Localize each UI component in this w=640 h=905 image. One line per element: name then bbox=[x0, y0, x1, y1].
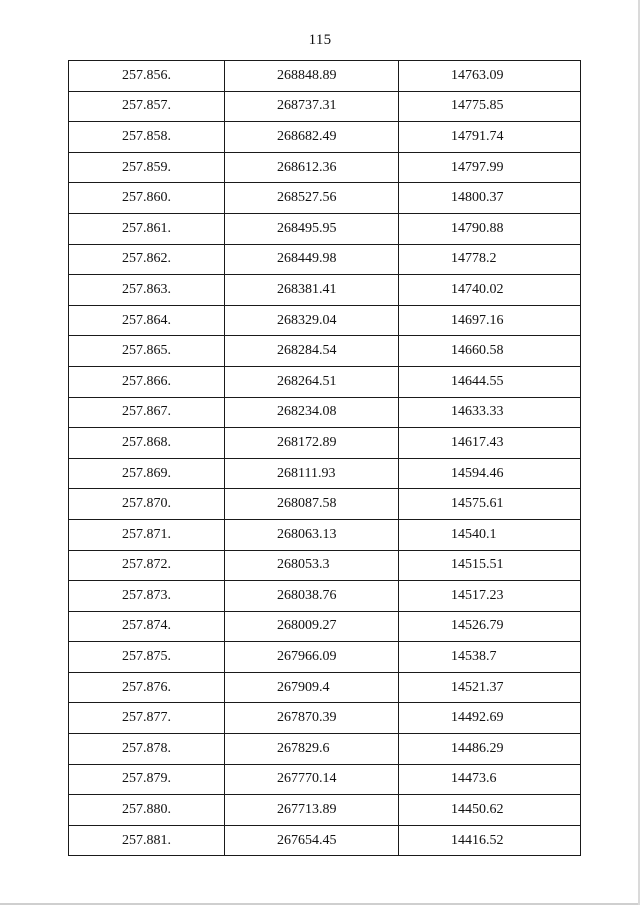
page-number: 115 bbox=[308, 32, 332, 48]
point-id-cell: 257.860. bbox=[69, 183, 225, 214]
point-id-cell: 257.856. bbox=[69, 61, 225, 92]
coordinate-table-body bbox=[69, 61, 581, 856]
x-coordinate-cell: 267654.45 bbox=[225, 825, 399, 856]
point-id-cell: 257.873. bbox=[69, 581, 225, 612]
x-coordinate-cell: 268612.36 bbox=[225, 152, 399, 183]
table-row bbox=[69, 550, 581, 581]
table-row bbox=[69, 183, 581, 214]
x-coordinate-cell: 267966.09 bbox=[225, 642, 399, 673]
x-coordinate-cell: 268053.3 bbox=[225, 550, 399, 581]
point-id-cell: 257.881. bbox=[69, 825, 225, 856]
y-coordinate-cell: 14660.58 bbox=[399, 336, 581, 367]
point-id-cell: 257.871. bbox=[69, 519, 225, 550]
y-coordinate-cell: 14790.88 bbox=[399, 213, 581, 244]
x-coordinate-cell: 268527.56 bbox=[225, 183, 399, 214]
point-id-cell: 257.869. bbox=[69, 458, 225, 489]
table-row bbox=[69, 795, 581, 826]
table-row bbox=[69, 305, 581, 336]
point-id-cell: 257.877. bbox=[69, 703, 225, 734]
y-coordinate-cell: 14594.46 bbox=[399, 458, 581, 489]
table-row bbox=[69, 703, 581, 734]
table-row bbox=[69, 611, 581, 642]
x-coordinate-cell: 267870.39 bbox=[225, 703, 399, 734]
x-coordinate-cell: 268495.95 bbox=[225, 213, 399, 244]
table-row bbox=[69, 366, 581, 397]
x-coordinate-cell: 268284.54 bbox=[225, 336, 399, 367]
y-coordinate-cell: 14617.43 bbox=[399, 428, 581, 459]
table-row bbox=[69, 61, 581, 92]
y-coordinate-cell: 14763.09 bbox=[399, 61, 581, 92]
table-row bbox=[69, 275, 581, 306]
x-coordinate-cell: 267829.6 bbox=[225, 734, 399, 765]
point-id-cell: 257.861. bbox=[69, 213, 225, 244]
table-row bbox=[69, 244, 581, 275]
x-coordinate-cell: 268848.89 bbox=[225, 61, 399, 92]
point-id-cell: 257.874. bbox=[69, 611, 225, 642]
point-id-cell: 257.867. bbox=[69, 397, 225, 428]
table-row bbox=[69, 672, 581, 703]
point-id-cell: 257.862. bbox=[69, 244, 225, 275]
y-coordinate-cell: 14644.55 bbox=[399, 366, 581, 397]
y-coordinate-cell: 14697.16 bbox=[399, 305, 581, 336]
y-coordinate-cell: 14521.37 bbox=[399, 672, 581, 703]
table-row bbox=[69, 734, 581, 765]
point-id-cell: 257.875. bbox=[69, 642, 225, 673]
coordinate-table bbox=[68, 60, 581, 856]
x-coordinate-cell: 268682.49 bbox=[225, 122, 399, 153]
x-coordinate-cell: 268234.08 bbox=[225, 397, 399, 428]
x-coordinate-cell: 267770.14 bbox=[225, 764, 399, 795]
y-coordinate-cell: 14515.51 bbox=[399, 550, 581, 581]
table-row bbox=[69, 428, 581, 459]
point-id-cell: 257.870. bbox=[69, 489, 225, 520]
point-id-cell: 257.865. bbox=[69, 336, 225, 367]
point-id-cell: 257.866. bbox=[69, 366, 225, 397]
table-row bbox=[69, 519, 581, 550]
y-coordinate-cell: 14486.29 bbox=[399, 734, 581, 765]
y-coordinate-cell: 14740.02 bbox=[399, 275, 581, 306]
table-row bbox=[69, 458, 581, 489]
table-row bbox=[69, 213, 581, 244]
table-row bbox=[69, 489, 581, 520]
y-coordinate-cell: 14778.2 bbox=[399, 244, 581, 275]
x-coordinate-cell: 268063.13 bbox=[225, 519, 399, 550]
point-id-cell: 257.863. bbox=[69, 275, 225, 306]
x-coordinate-cell: 268329.04 bbox=[225, 305, 399, 336]
table-row bbox=[69, 397, 581, 428]
point-id-cell: 257.868. bbox=[69, 428, 225, 459]
table-row bbox=[69, 581, 581, 612]
point-id-cell: 257.858. bbox=[69, 122, 225, 153]
y-coordinate-cell: 14416.52 bbox=[399, 825, 581, 856]
y-coordinate-cell: 14473.6 bbox=[399, 764, 581, 795]
x-coordinate-cell: 268009.27 bbox=[225, 611, 399, 642]
y-coordinate-cell: 14633.33 bbox=[399, 397, 581, 428]
y-coordinate-cell: 14791.74 bbox=[399, 122, 581, 153]
y-coordinate-cell: 14575.61 bbox=[399, 489, 581, 520]
table-row bbox=[69, 764, 581, 795]
x-coordinate-cell: 268038.76 bbox=[225, 581, 399, 612]
y-coordinate-cell: 14450.62 bbox=[399, 795, 581, 826]
y-coordinate-cell: 14517.23 bbox=[399, 581, 581, 612]
table-row bbox=[69, 825, 581, 856]
y-coordinate-cell: 14492.69 bbox=[399, 703, 581, 734]
table-row bbox=[69, 122, 581, 153]
point-id-cell: 257.859. bbox=[69, 152, 225, 183]
point-id-cell: 257.872. bbox=[69, 550, 225, 581]
x-coordinate-cell: 268449.98 bbox=[225, 244, 399, 275]
y-coordinate-cell: 14800.37 bbox=[399, 183, 581, 214]
x-coordinate-cell: 268381.41 bbox=[225, 275, 399, 306]
point-id-cell: 257.880. bbox=[69, 795, 225, 826]
y-coordinate-cell: 14538.7 bbox=[399, 642, 581, 673]
point-id-cell: 257.878. bbox=[69, 734, 225, 765]
x-coordinate-cell: 268172.89 bbox=[225, 428, 399, 459]
point-id-cell: 257.857. bbox=[69, 91, 225, 122]
y-coordinate-cell: 14775.85 bbox=[399, 91, 581, 122]
x-coordinate-cell: 268264.51 bbox=[225, 366, 399, 397]
table-row bbox=[69, 91, 581, 122]
point-id-cell: 257.864. bbox=[69, 305, 225, 336]
table-row bbox=[69, 336, 581, 367]
y-coordinate-cell: 14797.99 bbox=[399, 152, 581, 183]
y-coordinate-cell: 14526.79 bbox=[399, 611, 581, 642]
point-id-cell: 257.879. bbox=[69, 764, 225, 795]
x-coordinate-cell: 267909.4 bbox=[225, 672, 399, 703]
x-coordinate-cell: 267713.89 bbox=[225, 795, 399, 826]
x-coordinate-cell: 268111.93 bbox=[225, 458, 399, 489]
table-row bbox=[69, 642, 581, 673]
y-coordinate-cell: 14540.1 bbox=[399, 519, 581, 550]
x-coordinate-cell: 268087.58 bbox=[225, 489, 399, 520]
table-row bbox=[69, 152, 581, 183]
point-id-cell: 257.876. bbox=[69, 672, 225, 703]
x-coordinate-cell: 268737.31 bbox=[225, 91, 399, 122]
